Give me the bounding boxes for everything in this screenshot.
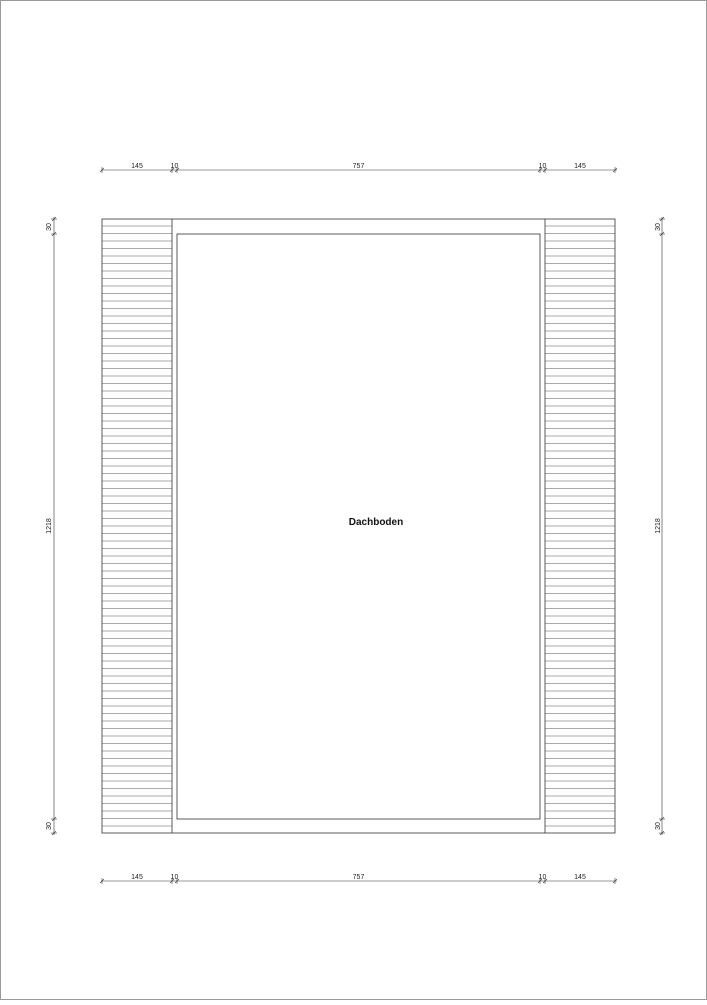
dimension-label: 757 [352,163,365,170]
dimension-chain-bottom [100,874,617,884]
dimension-label: 145 [131,874,143,881]
dimension-label: 30 [46,822,53,830]
dimension-label: 30 [46,223,53,231]
dimension-label: 10 [170,874,179,881]
dimension-label: 10 [170,163,179,170]
dimension-label: 145 [574,874,586,881]
room-label: Dachboden [348,517,404,528]
dimension-label: 30 [655,822,662,830]
dimension-label: 1218 [655,518,662,534]
dimension-label: 1218 [46,518,53,534]
dimension-label: 145 [574,163,586,170]
dimension-chain-top [100,163,617,173]
hatched-strip-right [545,226,615,826]
hatched-strip-left [102,226,172,826]
dimension-chain-left [46,217,57,835]
dimension-label: 10 [538,874,547,881]
dimension-label: 757 [352,874,365,881]
dimension-label: 10 [538,163,547,170]
dimension-label: 30 [655,223,662,231]
dimension-label: 145 [131,163,143,170]
dimension-chain-right [655,217,665,835]
